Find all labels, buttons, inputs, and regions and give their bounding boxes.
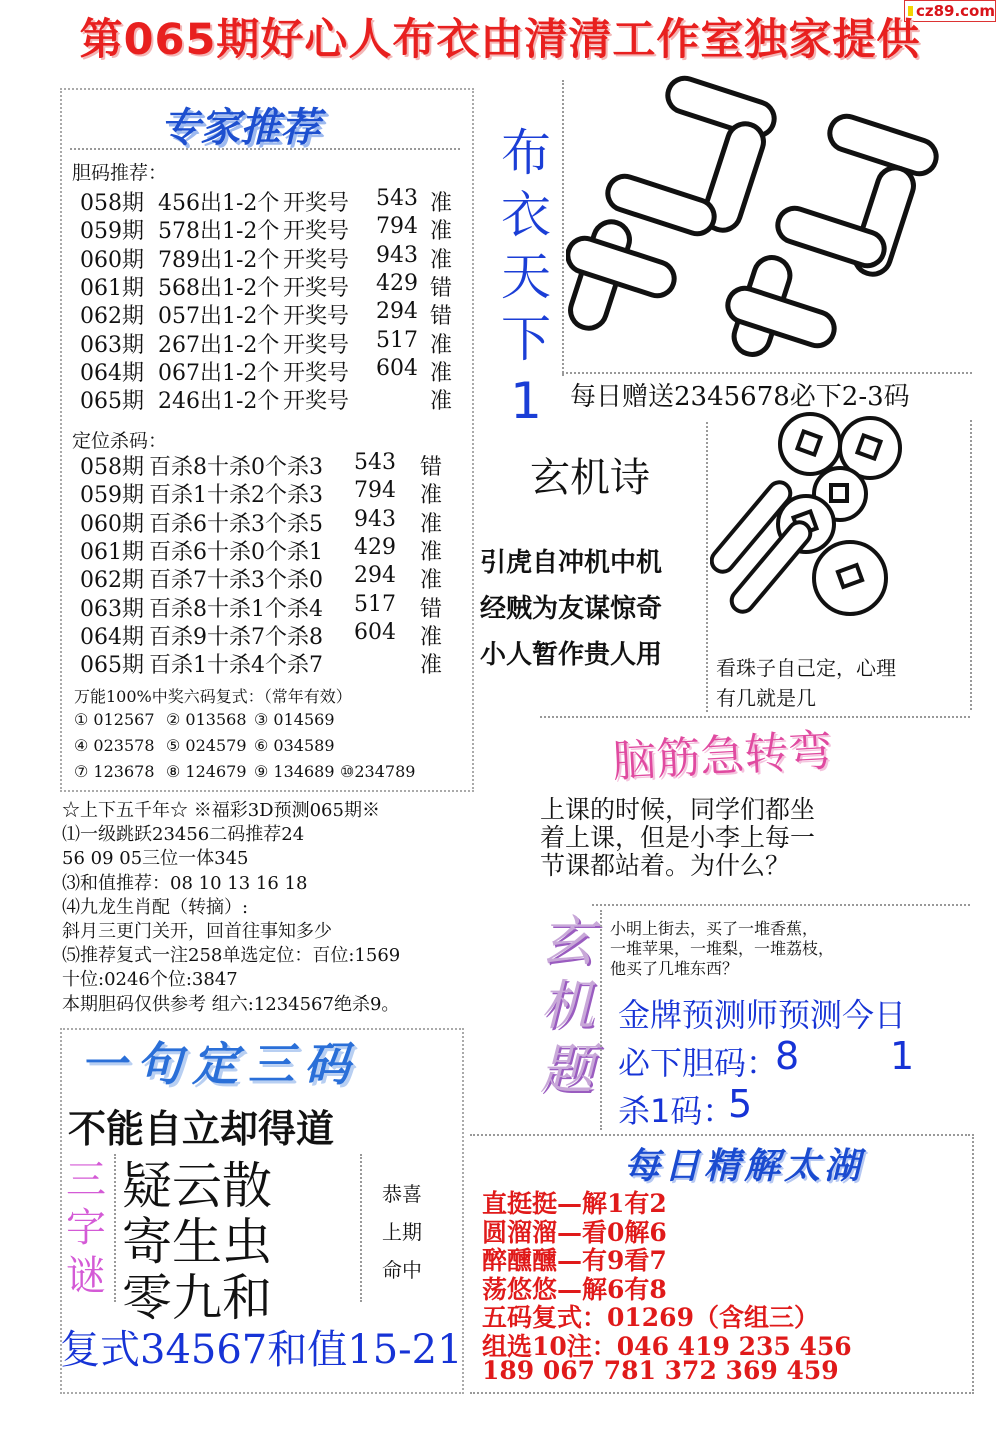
kill-result: 错 xyxy=(420,596,443,622)
kill-num: 794 xyxy=(354,478,396,504)
kill-result: 准 xyxy=(420,511,443,537)
dan-pick: 246出1-2个 xyxy=(158,389,280,415)
kill-pick: 百杀8十杀0个杀3 xyxy=(149,455,323,480)
kill-pick: 百杀1十杀4个杀7 xyxy=(149,653,323,679)
divider xyxy=(562,80,564,376)
taihu-line: 荡悠悠—解6有8 xyxy=(482,1274,667,1304)
dan-label-text: 开奖号 xyxy=(283,275,350,301)
forecast-line: ☆上下五千年☆ ※福彩3D预测065期※ xyxy=(62,800,380,821)
divider xyxy=(70,148,460,150)
kill-num: 543 xyxy=(354,450,396,475)
capsule-digits-art xyxy=(566,70,956,370)
dan-pick: 578出1-2个 xyxy=(158,219,280,245)
kill-period: 058期 xyxy=(80,455,144,480)
taihu-line: 五码复式：01269（含组三） xyxy=(482,1303,819,1333)
kill-period: 063期 xyxy=(80,596,144,622)
mystery-line: 小明上街去，买了一堆香蕉， xyxy=(610,919,819,938)
six-combo: ③ 014569 xyxy=(254,710,335,729)
divider xyxy=(592,904,970,906)
riddle-word: 疑云散 xyxy=(122,1157,272,1215)
forecast-line: 十位:0246个位:3847 xyxy=(62,969,238,991)
kill-num: 943 xyxy=(354,506,396,532)
brain-line: 着上课，但是小李上每一 xyxy=(540,823,816,852)
poem-line: 引虎自冲机中机 xyxy=(480,548,663,578)
forecast-line: ⑸推荐复式一注258单选定位：百位:1569 xyxy=(62,945,401,967)
forecast-line: 本期胆码仅供参考 组六:1234567绝杀9。 xyxy=(62,993,400,1015)
dan-result: 准 xyxy=(430,219,453,245)
six-combo: ⑨ 134689 xyxy=(254,762,335,781)
dan-label-text: 开奖号 xyxy=(283,304,350,330)
buyi-vertical: 布衣天下1 xyxy=(501,124,551,430)
dan-result: 准 xyxy=(430,247,453,273)
kill-num: 429 xyxy=(354,534,396,560)
kill-pick: 百杀6十杀3个杀5 xyxy=(149,511,323,537)
dan-period: 062期 xyxy=(80,304,144,330)
six-combo: ① 012567 xyxy=(74,710,155,729)
dan-label-text: 开奖号 xyxy=(283,247,350,273)
dan-label-text: 开奖号 xyxy=(283,219,350,245)
kill-num: 294 xyxy=(354,563,396,589)
kill-result: 错 xyxy=(420,455,443,480)
kill-period: 065期 xyxy=(80,653,144,679)
forecast-line: ⑴一级跳跃23456二码推荐24 xyxy=(62,824,305,846)
combo-line: 复式34567和值15-21 xyxy=(60,1327,463,1373)
divider xyxy=(706,422,708,712)
kill-result: 准 xyxy=(420,624,443,650)
forecast-line: 56 09 05三位一体345 xyxy=(62,848,249,870)
kill-num: 604 xyxy=(354,619,396,645)
six-combo: ④ 023578 xyxy=(74,736,155,755)
kill-pick: 百杀8十杀1个杀4 xyxy=(149,596,323,622)
dan-period: 061期 xyxy=(80,275,144,301)
dan-result: 准 xyxy=(430,191,453,216)
divider xyxy=(470,1392,974,1394)
dan-pick: 267出1-2个 xyxy=(158,332,280,358)
mystery-must-label: 必下胆码： xyxy=(618,1044,779,1082)
dan-label-text: 开奖号 xyxy=(283,389,350,415)
dan-num: 429 xyxy=(376,270,418,296)
six-label: 万能100%中奖六码复式：（常年有效） xyxy=(74,687,352,706)
six-combo: ② 013568 xyxy=(166,710,247,729)
congrats-text: 恭喜 xyxy=(382,1182,422,1206)
dan-num: 294 xyxy=(376,299,418,325)
dan-num: 517 xyxy=(376,327,418,353)
mystery-must-b: 1 xyxy=(890,1034,915,1078)
dan-label: 胆码推荐： xyxy=(72,162,168,184)
dan-result: 错 xyxy=(430,275,453,301)
expert-heading: 专家推荐 xyxy=(160,105,320,151)
dan-num: 604 xyxy=(376,355,418,381)
dan-label-text: 开奖号 xyxy=(283,332,350,358)
badge-text: cz89.com xyxy=(915,2,995,20)
dan-pick: 456出1-2个 xyxy=(158,191,280,216)
congrats-text: 上期 xyxy=(382,1220,422,1244)
mystery-gold: 金牌预测师预测今日 xyxy=(618,996,907,1034)
dan-pick: 057出1-2个 xyxy=(158,304,280,330)
phrase-line: 不能自立却得道 xyxy=(68,1107,335,1151)
divider xyxy=(600,910,602,1130)
dan-result: 准 xyxy=(430,332,453,358)
six-combo: ⑦ 123678 xyxy=(74,762,155,781)
kill-pick: 百杀6十杀0个杀1 xyxy=(149,539,323,565)
mystery-vertical: 玄机题 xyxy=(540,910,594,1101)
coins-art xyxy=(710,412,910,652)
kill-result: 准 xyxy=(420,539,443,565)
dan-num: 794 xyxy=(376,214,418,240)
dan-pick: 568出1-2个 xyxy=(158,275,280,301)
brain-heading: 脑筋急转弯 xyxy=(611,725,834,788)
dan-period: 060期 xyxy=(80,247,144,273)
dan-period: 058期 xyxy=(80,191,144,216)
riddle-word: 寄生虫 xyxy=(122,1213,272,1271)
mystery-must-a: 8 xyxy=(775,1034,800,1078)
forecast-line: ⑷九龙生肖配（转摘）: xyxy=(62,896,249,918)
taihu-line: 圆溜溜—看0解6 xyxy=(482,1217,667,1247)
forecast-line: 斜月三更门关开，回首往事知多少 xyxy=(62,921,332,942)
taihu-line: 直挺挺—解1有2 xyxy=(482,1189,667,1218)
dan-result: 准 xyxy=(430,360,453,386)
taihu-line: 醉醺醺—有9看7 xyxy=(482,1246,667,1276)
riddle-label: 三字谜 xyxy=(66,1157,106,1299)
page-title: 第065期好心人布衣由清清工作室独家提供 xyxy=(79,15,921,65)
mystery-kill-label: 杀1码： xyxy=(618,1092,735,1130)
kill-period: 062期 xyxy=(80,568,144,594)
six-combo: ⑧ 124679 xyxy=(166,762,247,781)
mystery-line: 一堆苹果，一堆梨，一堆荔枝， xyxy=(610,939,835,958)
kill-result: 准 xyxy=(420,568,443,594)
dan-period: 063期 xyxy=(80,332,144,358)
poem-note-line: 有几就是几 xyxy=(716,686,816,710)
kill-num: 517 xyxy=(354,591,396,617)
divider xyxy=(970,420,972,710)
kill-result: 准 xyxy=(420,653,443,679)
dan-num: 543 xyxy=(376,186,418,211)
six-combo: ⑩234789 xyxy=(340,762,416,781)
riddle-word: 零九和 xyxy=(122,1269,272,1327)
mystery-line: 他买了几堆东西？ xyxy=(610,959,739,978)
divider xyxy=(562,372,972,374)
dan-num: 943 xyxy=(376,242,418,268)
dan-period: 059期 xyxy=(80,219,144,245)
poem-line: 经贼为友谋惊奇 xyxy=(480,594,663,624)
six-combo: ⑥ 034589 xyxy=(254,736,335,755)
kill-period: 059期 xyxy=(80,483,144,509)
dan-pick: 067出1-2个 xyxy=(158,360,280,386)
taihu-line: 189 067 781 372 369 459 xyxy=(482,1355,839,1385)
taihu-heading: 每日精解太湖 xyxy=(624,1145,865,1187)
poem-note-line: 看珠子自己定，心理 xyxy=(716,656,896,680)
six-combo: ⑤ 024579 xyxy=(166,736,247,755)
kill-result: 准 xyxy=(420,483,443,509)
dan-result: 错 xyxy=(430,304,453,330)
buyi-daily: 每日赠送2345678必下2-3码 xyxy=(570,382,910,412)
divider xyxy=(972,1134,974,1394)
poem-line: 小人暂作贵人用 xyxy=(480,640,663,670)
poem-heading: 玄机诗 xyxy=(530,455,650,501)
dan-label-text: 开奖号 xyxy=(283,360,350,386)
dan-period: 064期 xyxy=(80,360,144,386)
taihu-line: 组选10注：046 419 235 456 xyxy=(482,1332,852,1361)
dan-result: 准 xyxy=(430,389,453,415)
phrase-heading: 一句定三码 xyxy=(80,1037,360,1091)
kill-pick: 百杀9十杀7个杀8 xyxy=(149,624,323,650)
dan-label-text: 开奖号 xyxy=(283,191,350,216)
kill-period: 060期 xyxy=(80,511,144,537)
kill-period: 064期 xyxy=(80,624,144,650)
kill-period: 061期 xyxy=(80,539,144,565)
kill-pick: 百杀7十杀3个杀0 xyxy=(149,568,323,594)
dan-period: 065期 xyxy=(80,389,144,415)
brain-line: 节课都站着。为什么？ xyxy=(540,851,791,880)
kill-label: 定位杀码： xyxy=(72,430,168,452)
divider xyxy=(470,1134,970,1136)
kill-pick: 百杀1十杀2个杀3 xyxy=(149,483,323,509)
forecast-line: ⑶和值推荐：08 10 13 16 18 xyxy=(62,872,308,894)
mystery-kill-val: 5 xyxy=(728,1082,753,1126)
dan-pick: 789出1-2个 xyxy=(158,247,280,273)
brain-line: 上课的时候，同学们都坐 xyxy=(540,795,816,824)
congrats-text: 命中 xyxy=(382,1258,422,1282)
